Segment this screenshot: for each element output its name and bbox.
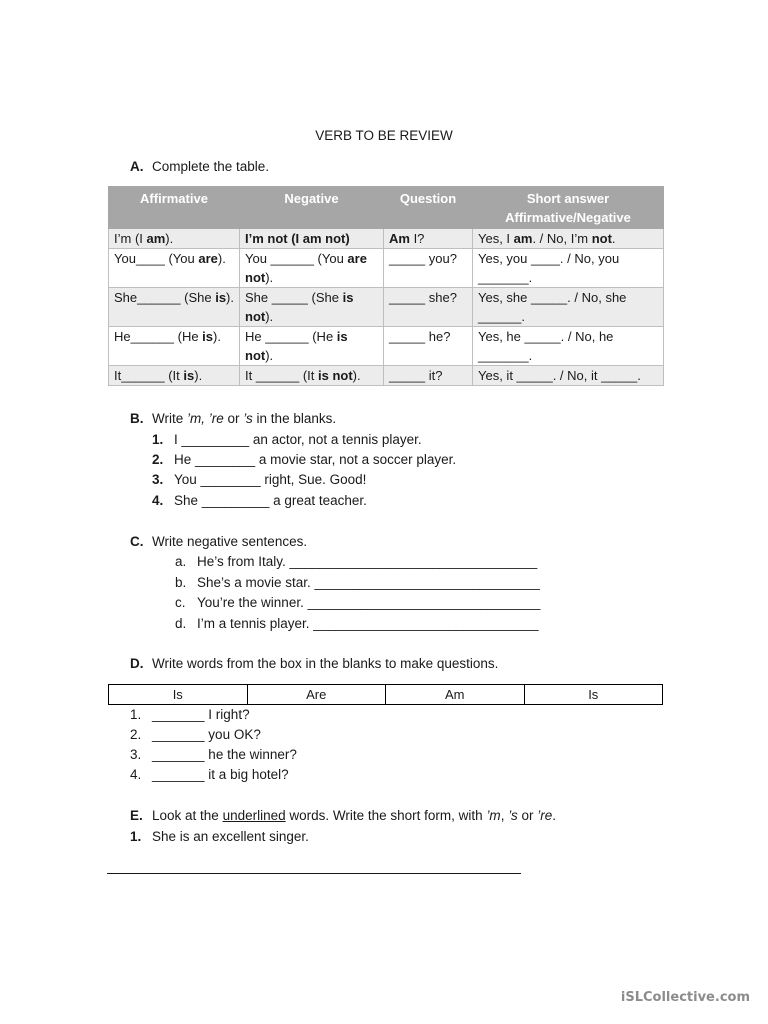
section-e-text: .: [552, 808, 557, 823]
section-b-forms: ’s: [243, 411, 253, 426]
item-letter: d.: [175, 616, 187, 631]
cell-affirmative[interactable]: [109, 249, 240, 288]
section-c-heading: [130, 534, 307, 549]
cell-short-answer[interactable]: Yes, she _____. / No, she ______.: [473, 288, 664, 327]
section-d-letter: D.: [130, 656, 144, 671]
cell-text: I’m (I: [114, 231, 147, 246]
item-number: 3.: [152, 472, 164, 487]
item-text: She is an excellent singer.: [152, 829, 309, 844]
item-text: _______ I right?: [152, 707, 250, 722]
item-number: 1.: [130, 707, 142, 722]
section-c-letter: C.: [130, 534, 144, 549]
section-b-text: Write: [152, 411, 188, 426]
item-number: 2.: [152, 452, 164, 467]
cell-text: He ______ (He: [245, 329, 337, 344]
item-number: 4.: [130, 767, 142, 782]
cell-question[interactable]: _____ she?: [384, 288, 473, 327]
cell-text: . / No, I’m: [532, 231, 592, 246]
table-row: [109, 249, 664, 288]
section-e-text: or: [517, 808, 538, 823]
section-e-forms: ’m: [486, 808, 501, 823]
cell-bold: Am: [389, 231, 410, 246]
table-row: [109, 229, 664, 249]
item-text: _______ you OK?: [152, 727, 261, 742]
cell-affirmative[interactable]: [109, 229, 240, 249]
section-a-instruction: Complete the table.: [152, 159, 270, 174]
cell-text: ).: [165, 231, 174, 246]
cell-text: ).: [265, 309, 274, 324]
cell-text: You____ (You: [114, 251, 199, 266]
section-e-forms: ’s: [508, 808, 518, 823]
section-b-text: in the blanks.: [252, 411, 337, 426]
page-title: VERB TO BE REVIEW: [315, 128, 453, 143]
section-e-heading: [130, 808, 556, 823]
section-d-instruction: Write words from the box in the blanks to make questions.: [152, 656, 499, 671]
cell-negative[interactable]: [240, 366, 384, 386]
section-e-letter: E.: [130, 808, 143, 823]
cell-text: It______ (It: [114, 368, 184, 383]
item-letter: a.: [175, 554, 187, 569]
cell-text: She______ (She: [114, 290, 216, 305]
list-item[interactable]: [152, 432, 422, 447]
header-short-answer: [473, 187, 664, 229]
cell-negative[interactable]: [240, 249, 384, 288]
cell-affirmative[interactable]: [109, 327, 240, 366]
cell-bold: am: [513, 231, 533, 246]
item-text: You’re the winner. _______________________________: [197, 595, 541, 610]
cell-text: ).: [226, 290, 234, 305]
header-short-answer-line1: Short answer: [526, 191, 610, 206]
item-text: I’m a tennis player. ______________________________: [197, 616, 539, 631]
word-box-cell: Is: [524, 685, 663, 705]
table-header-row: [109, 187, 664, 229]
word-box-row: [109, 685, 663, 705]
cell-bold: are: [198, 251, 218, 266]
section-e-text: ,: [500, 808, 509, 823]
cell-negative[interactable]: [240, 327, 384, 366]
watermark-footer: iSLCollective.com: [620, 990, 750, 1005]
item-text: _______ he the winner?: [152, 747, 297, 762]
cell-bold: is not: [245, 329, 348, 363]
cell-question[interactable]: _____ you?: [384, 249, 473, 288]
list-item[interactable]: [130, 829, 309, 844]
section-c-instruction: Write negative sentences.: [152, 534, 308, 549]
cell-affirmative[interactable]: [109, 288, 240, 327]
cell-text: I?: [409, 231, 425, 246]
cell-question[interactable]: _____ it?: [384, 366, 473, 386]
cell-short-answer[interactable]: Yes, it _____. / No, it _____.: [473, 366, 664, 386]
cell-text: You ______ (You: [245, 251, 348, 266]
word-box-cell: Am: [386, 685, 525, 705]
item-number: 2.: [130, 727, 142, 742]
cell-text: ).: [217, 251, 226, 266]
answer-line[interactable]: [107, 873, 521, 874]
cell-short-answer[interactable]: Yes, you ____. / No, you _______.: [473, 249, 664, 288]
list-item[interactable]: [175, 554, 537, 569]
list-item[interactable]: [130, 707, 250, 722]
list-item[interactable]: [175, 595, 540, 610]
cell-text: She _____ (She: [245, 290, 343, 305]
item-text: She’s a movie star. ______________________________: [197, 575, 540, 590]
section-e-underlined: underlined: [222, 808, 286, 823]
word-box-cell: Are: [247, 685, 386, 705]
cell-text: He______ (He: [114, 329, 203, 344]
header-question: Question: [384, 187, 473, 229]
section-a-letter: A.: [130, 159, 144, 174]
word-box: [108, 684, 663, 705]
item-text: You ________ right, Sue. Good!: [174, 472, 367, 487]
cell-text: Yes, I: [478, 231, 514, 246]
item-text: He’s from Italy. _________________________________: [197, 554, 538, 569]
cell-text: ).: [265, 348, 274, 363]
cell-question[interactable]: [384, 229, 473, 249]
word-box-cell: Is: [109, 685, 248, 705]
list-item[interactable]: [175, 616, 539, 631]
section-d-heading: [130, 656, 498, 671]
verb-table: [108, 186, 664, 386]
list-item[interactable]: [130, 727, 261, 742]
cell-short-answer[interactable]: Yes, he _____. / No, he _______.: [473, 327, 664, 366]
section-e-text: words. Write the short form, with: [285, 808, 487, 823]
cell-text: ).: [213, 329, 221, 344]
table-row: [109, 366, 664, 386]
list-item[interactable]: [130, 747, 297, 762]
cell-question[interactable]: _____ he?: [384, 327, 473, 366]
section-a-heading: [130, 159, 269, 174]
list-item[interactable]: [130, 767, 289, 782]
item-letter: c.: [175, 595, 186, 610]
cell-bold: not: [591, 231, 612, 246]
list-item[interactable]: [152, 452, 456, 467]
cell-bold: am: [146, 231, 166, 246]
item-number: 1.: [152, 432, 164, 447]
item-letter: b.: [175, 575, 187, 590]
cell-bold: is: [183, 368, 195, 383]
section-b-text: or: [223, 411, 244, 426]
item-text: He ________ a movie star, not a soccer player.: [174, 452, 457, 467]
cell-bold: is not: [245, 290, 354, 324]
item-number: 1.: [130, 829, 142, 844]
cell-text: ).: [265, 270, 274, 285]
table-row: [109, 288, 664, 327]
cell-affirmative[interactable]: [109, 366, 240, 386]
section-b-letter: B.: [130, 411, 144, 426]
section-b-heading: [130, 411, 336, 426]
header-affirmative: Affirmative: [109, 187, 240, 229]
cell-text: It ______ (It: [245, 368, 318, 383]
item-text: I _________ an actor, not a tennis player.: [174, 432, 422, 447]
item-text: She _________ a great teacher.: [174, 493, 367, 508]
header-short-answer-line2: Affirmative/Negative: [505, 210, 631, 225]
section-b-forms: ’m, ’re: [187, 411, 224, 426]
cell-text: ).: [352, 368, 361, 383]
item-number: 3.: [130, 747, 142, 762]
cell-short-answer[interactable]: [473, 229, 664, 249]
list-item[interactable]: [152, 472, 366, 487]
cell-text: .: [611, 231, 616, 246]
list-item[interactable]: [152, 493, 367, 508]
item-number: 4.: [152, 493, 164, 508]
item-text: _______ it a big hotel?: [152, 767, 289, 782]
cell-bold: is not: [318, 368, 353, 383]
cell-bold: is: [215, 290, 227, 305]
cell-negative[interactable]: [240, 288, 384, 327]
cell-negative[interactable]: [240, 229, 384, 249]
table-row: [109, 327, 664, 366]
cell-bold: I’m not (I am not): [245, 231, 350, 246]
list-item[interactable]: [175, 575, 540, 590]
cell-text: ).: [194, 368, 203, 383]
header-negative: Negative: [240, 187, 384, 229]
cell-bold: is: [202, 329, 214, 344]
section-e-forms: ’re: [537, 808, 553, 823]
section-e-text: Look at the: [152, 808, 223, 823]
cell-bold: are not: [245, 251, 367, 285]
